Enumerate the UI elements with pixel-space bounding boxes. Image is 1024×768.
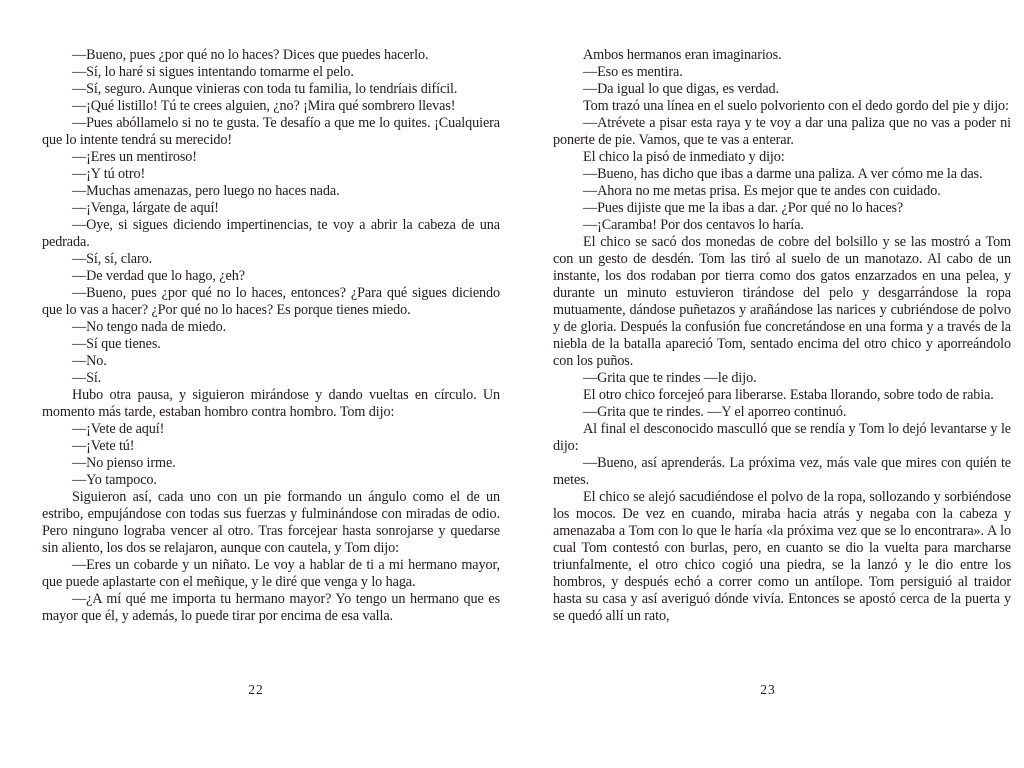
paragraph: —Sí, seguro. Aunque vinieras con toda tu familia, lo tendríais difícil. <box>72 81 458 97</box>
paragraph: —¡Y tú otro! <box>72 166 146 182</box>
paragraph: El chico se alejó sacudiéndose el polvo de la ropa, sollozando y sorbiéndose los mocos. De vez en cuando, miraba hacia atrás y negaba con la cabeza y amenazaba a Tom con lo que le haría «la próxima vez que se lo encontrara». A lo cual Tom contestó con burlas, pero, en cuanto se dio la vuelta para marcharse triunfalmente, el otro chico cogió una piedra, se la lanzó y le dio entre los hombros, y después echó a correr como un antílope. Tom persiguió al traidor hasta su casa y así averiguó dónde vivía. Entonces se apostó cerca de la puerta y se quedó allí un rato, <box>553 489 1011 624</box>
paragraph: Ambos hermanos eran imaginarios. <box>583 47 782 63</box>
paragraph: —¡Venga, lárgate de aquí! <box>72 200 219 216</box>
paragraph: —Pues dijiste que me la ibas a dar. ¿Por qué no lo haces? <box>583 200 904 216</box>
paragraph: Hubo otra pausa, y siguieron mirándose y dando vueltas en círculo. Un momento más tarde, estaban hombro contra hombro. Tom dijo: <box>42 387 500 420</box>
paragraph: —Bueno, has dicho que ibas a darme una paliza. A ver cómo me la das. <box>583 166 983 182</box>
page-left-text <box>42 47 500 679</box>
paragraph: Al final el desconocido masculló que se rendía y Tom lo dejó levantarse y le dijo: <box>553 421 1011 454</box>
paragraph: —Bueno, así aprenderás. La próxima vez, más vale que mires con quién te metes. <box>553 455 1011 488</box>
paragraph: Tom trazó una línea en el suelo polvoriento con el dedo gordo del pie y dijo: <box>583 98 1009 114</box>
paragraph: —Eres un cobarde y un niñato. Le voy a hablar de ti a mi hermano mayor, que puede aplastarte con el meñique, y le diré que venga y lo haga. <box>42 557 500 590</box>
paragraph: —Bueno, pues ¿por qué no lo haces, entonces? ¿Para qué sigues diciendo que lo vas a hacer? ¿Por qué no lo haces? Es porque tienes miedo. <box>42 285 500 318</box>
paragraph: —Eso es mentira. <box>583 64 683 80</box>
paragraph: —Muchas amenazas, pero luego no haces nada. <box>72 183 340 199</box>
paragraph: —Sí, sí, claro. <box>72 251 153 267</box>
paragraph: —No pienso irme. <box>72 455 176 471</box>
paragraph: —¡Caramba! Por dos centavos lo haría. <box>583 217 804 233</box>
paragraph: —Sí, lo haré si sigues intentando tomarme el pelo. <box>72 64 354 80</box>
paragraph: —Atrévete a pisar esta raya y te voy a dar una paliza que no vas a poder ni ponerte de pie. Vamos, que te vas a enterar. <box>553 115 1011 148</box>
paragraph: —De verdad que lo hago, ¿eh? <box>72 268 245 284</box>
page-number-left: 22 <box>248 682 264 697</box>
paragraph: —Grita que te rindes —le dijo. <box>583 370 757 386</box>
paragraph: —¡Eres un mentiroso! <box>72 149 197 165</box>
page-number-right: 23 <box>760 682 776 697</box>
paragraph: —No tengo nada de miedo. <box>72 319 227 335</box>
paragraph: —¡Qué listillo! Tú te crees alguien, ¿no? ¡Mira qué sombrero llevas! <box>72 98 456 114</box>
paragraph: El chico se sacó dos monedas de cobre del bolsillo y se las mostró a Tom con un gesto de desdén. Tom las tiró al suelo de un manotazo. Al cabo de un instante, los dos rodaban por tierra como dos gatos enzarzados en una pelea, y durante un minuto estuvieron tirándose del pelo y desgarrándose la ropa mutuamente, dándose puñetazos y arañándose las narices y cubriéndose de polvo y de gloria. Después la confusión fue concretándose en una forma y a través de la niebla de la batalla apareció Tom, sentado encima del otro chico y aporreándolo con los puños. <box>553 234 1011 369</box>
page-right <box>512 0 1024 768</box>
paragraph: —Yo tampoco. <box>72 472 157 488</box>
paragraph: —Da igual lo que digas, es verdad. <box>583 81 779 97</box>
page-right-text <box>553 47 1011 679</box>
paragraph: —Sí. <box>72 370 102 386</box>
paragraph: —¿A mí qué me importa tu hermano mayor? Yo tengo un hermano que es mayor que él, y además, lo puede tirar por encima de esa valla. <box>42 591 500 624</box>
paragraph: —No. <box>72 353 107 369</box>
paragraph: —¡Vete tú! <box>72 438 135 454</box>
paragraph: —¡Vete de aquí! <box>72 421 165 437</box>
paragraph: El chico la pisó de inmediato y dijo: <box>583 149 785 165</box>
paragraph: —Sí que tienes. <box>72 336 161 352</box>
paragraph: —Bueno, pues ¿por qué no lo haces? Dices que puedes hacerlo. <box>72 47 429 63</box>
paragraph: —Ahora no me metas prisa. Es mejor que te andes con cuidado. <box>583 183 941 199</box>
paragraph: —Grita que te rindes. —Y el aporreo continuó. <box>583 404 847 420</box>
paragraph: Siguieron así, cada uno con un pie formando un ángulo como el de un estribo, empujándose con todas sus fuerzas y fulminándose con miradas de odio. Pero ninguno lograba vencer al otro. Tras forcejear hasta sonrojarse y quedarse sin aliento, los dos se relajaron, aunque con cautela, y Tom dijo: <box>42 489 500 556</box>
paragraph: —Pues abóllamelo si no te gusta. Te desafío a que me lo quites. ¡Cualquiera que lo intente tendrá su merecido! <box>42 115 500 148</box>
paragraph: El otro chico forcejeó para liberarse. Estaba llorando, sobre todo de rabia. <box>583 387 994 403</box>
paragraph: —Oye, si sigues diciendo impertinencias, te voy a abrir la cabeza de una pedrada. <box>42 217 500 250</box>
